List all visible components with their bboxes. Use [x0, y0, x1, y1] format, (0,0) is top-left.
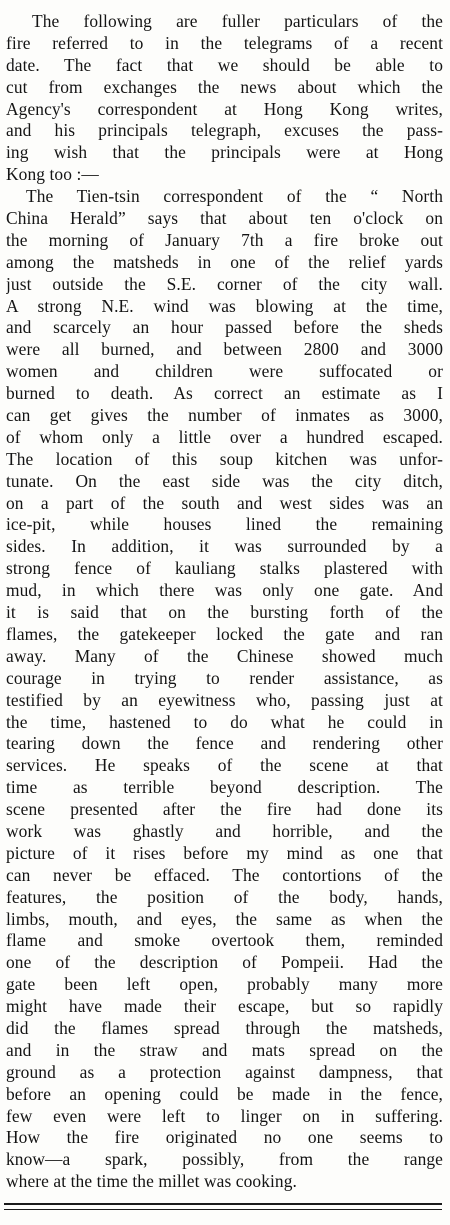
text-line: strong fence of kauliang stalks plastered with	[6, 558, 443, 579]
text-line: and in the straw and mats spread on the	[6, 1039, 443, 1060]
text-line: know—a spark, possibly, from the range	[6, 1149, 443, 1170]
text-line: date. The fact that we should be able to	[6, 54, 443, 75]
text-line: ing wish that the principals were at Hong	[6, 142, 443, 163]
text-line: mud, in which there was only one gate. And	[6, 580, 443, 601]
text-line: and scarcely an hour passed before the sheds	[6, 317, 443, 338]
text-line: might have made their escape, but so rapidly	[6, 996, 443, 1017]
text-line: did the flames spread through the matsheds,	[6, 1017, 443, 1038]
text-line: ice-pit, while houses lined the remaining	[6, 514, 443, 535]
text-line: Kong too :—	[6, 164, 99, 185]
text-line: courage in trying to render assistance, as	[6, 667, 443, 688]
text-line: flames, the gatekeeper locked the gate and ran	[6, 623, 443, 644]
text-line: were all burned, and between 2800 and 3000	[6, 339, 443, 360]
text-line: picture of it rises before my mind as one that	[6, 842, 443, 863]
text-line: tearing down the fence and rendering other	[6, 733, 443, 754]
article-body	[6, 11, 443, 1193]
text-line: limbs, mouth, and eyes, the same as when the	[6, 908, 443, 929]
text-line: before an opening could be made in the fence,	[6, 1083, 443, 1104]
text-line: can never be effaced. The contortions of the	[6, 864, 443, 885]
text-line: the morning of January 7th a fire broke out	[6, 229, 443, 250]
text-line: features, the position of the body, hands,	[6, 886, 443, 907]
text-line: A strong N.E. wind was blowing at the time,	[6, 295, 443, 316]
text-line: Agency's correspondent at Hong Kong writes,	[6, 98, 443, 119]
text-line: cut from exchanges the news about which the	[6, 76, 443, 97]
end-rule-thick	[4, 1203, 442, 1205]
text-line: work was ghastly and horrible, and the	[6, 820, 443, 841]
text-line: The location of this soup kitchen was unfor-	[6, 448, 443, 469]
text-line: the time, hastened to do what he could in	[6, 711, 443, 732]
text-line: it is said that on the bursting forth of the	[6, 602, 443, 623]
text-line: just outside the S.E. corner of the city wall.	[6, 273, 443, 294]
text-line: How the fire originated no one seems to	[6, 1127, 443, 1148]
end-rule-thin	[4, 1209, 442, 1210]
text-line: gate been left open, probably many more	[6, 974, 443, 995]
text-line: women and children were suffocated or	[6, 361, 443, 382]
text-line: testified by an eyewitness who, passing just at	[6, 689, 443, 710]
text-line: ground as a protection against dampness, that	[6, 1061, 443, 1082]
text-line: of whom only a little over a hundred escaped.	[6, 426, 443, 447]
text-line: and his principals telegraph, excuses the pass-	[6, 120, 443, 141]
text-line: tunate. On the east side was the city ditch,	[6, 470, 443, 491]
text-line: China Herald” says that about ten o'clock on	[6, 208, 443, 229]
paragraph-2	[6, 186, 443, 1193]
text-line: among the matsheds in one of the relief yards	[6, 251, 443, 272]
text-line: few even were left to linger on in suffering.	[6, 1105, 443, 1126]
text-line: fire referred to in the telegrams of a recent	[6, 32, 443, 53]
text-line: The following are fuller particulars of the	[32, 11, 443, 31]
text-line: burned to death. As correct an estimate as I	[6, 383, 443, 404]
text-line: can get gives the number of inmates as 3000,	[6, 405, 443, 426]
text-line: time as terrible beyond description. The	[6, 777, 443, 798]
text-line: where at the time the millet was cooking.	[6, 1171, 297, 1192]
text-line: on a part of the south and west sides was an	[6, 492, 443, 513]
paragraph-1	[6, 11, 443, 186]
text-line: flame and smoke overtook them, reminded	[6, 930, 443, 951]
text-line: services. He speaks of the scene at that	[6, 755, 443, 776]
text-line: The Tien-tsin correspondent of the “ North	[26, 186, 443, 207]
text-line: scene presented after the fire had done its	[6, 799, 443, 820]
text-line: sides. In addition, it was surrounded by a	[6, 536, 443, 557]
text-line: one of the description of Pompeii. Had the	[6, 952, 443, 973]
text-line: away. Many of the Chinese showed much	[6, 645, 443, 666]
